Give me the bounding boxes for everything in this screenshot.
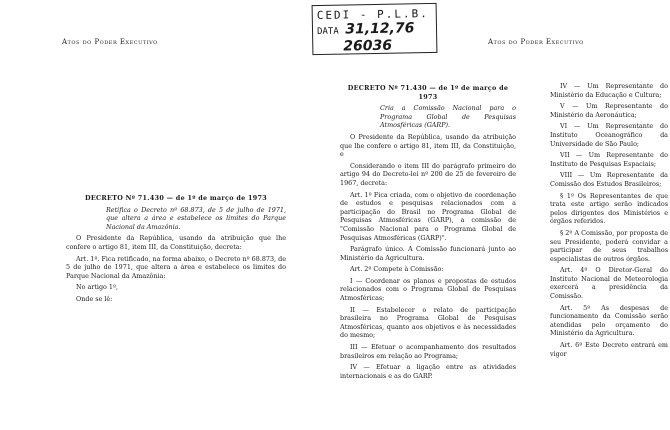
- paragraph: Art. 6º Este Decreto entrará em vigor: [550, 341, 668, 358]
- paragraph: IV — Um Representante do Ministério da Educação e Cultura;: [550, 82, 668, 99]
- column-right: [550, 82, 668, 361]
- paragraph: O Presidente da República, usando da atribuição que lhe confere o artigo 81, item III, da Constituição, e: [340, 132, 516, 159]
- paragraph: IV — Efetuar a ligação entre as atividades internacionais e as do GARP.: [340, 363, 516, 380]
- paragraph: VIII — Um Representante da Comissão dos Estudos Brasileiros;: [550, 171, 668, 188]
- paragraph: Art. 1º Fica criada, com o objetivo de coordenação de estudos e pesquisas relacionados com a participação do Brasil no Programa Global de Pesquisas Atmosféricas (GARP), a comissão de "Comissão Nacional para o Programa Global de Pesquisas Atmosféricas (GARP)".: [340, 190, 516, 242]
- paragraph: Art. 5º As despesas de funcionamento da Comissão serão atendidas pelo orçamento do Ministério da Agricultura.: [550, 303, 668, 338]
- column-left: [66, 194, 286, 307]
- paragraph: Art. 1º. Fica retificado, na forma abaixo, o Decreto nº 68.873, de 5 de julho de 1971, que altera a área e estabelece os limites do Parque Nacional da Amazônia:: [66, 254, 286, 280]
- paragraph: Considerando o item III do parágrafo primeiro do artigo 94 do Decreto-lei nº 200 de 25 de fevereiro de 1967, decreta:: [340, 161, 516, 187]
- decree-title: DECRETO Nº 71.430 — de 1º de março de 1973: [347, 84, 509, 101]
- paragraph: III — Efetuar o acompanhamento dos resultados brasileiros em relação ao Programa;: [340, 343, 516, 360]
- decree-summary: Cria a Comissão Nacional para o Programa Global de Pesquisas Atmosféricas (GARP).: [380, 104, 516, 130]
- decree-summary: Retifica o Decreto nº 68.873, de 5 de julho de 1971, que altera a área e estabelece os limites do Parque Nacional da Amazônia.: [106, 205, 286, 231]
- paragraph: § 1º Os Representantes de que trata este artigo serão indicados pelos dirigentes dos Ministérios e órgãos referidos.: [550, 191, 668, 226]
- archive-stamp: [312, 3, 438, 55]
- decree-title: DECRETO Nº 71.430 — de 1º de março de 1973: [85, 194, 267, 202]
- paragraph: Art. 4º O Diretor-Geral do Instituto Nacional de Meteorologia exercerá a presidência da Comissão.: [550, 266, 668, 301]
- stamp-date-value: 31,12,76: [345, 20, 415, 38]
- paragraph: VI — Um Representante do Instituto Oceanográfico da Universidade de São Paulo;: [550, 122, 668, 148]
- paragraph: V — Um Representante do Ministério da Aeronáutica;: [550, 102, 668, 119]
- paragraph: No artigo 1º,: [76, 283, 119, 292]
- paragraph: § 2º A Comissão, por proposta de seu Presidente, poderá convidar a participar de seus trabalhos especialistas de outros órgãos.: [550, 228, 668, 263]
- running-header-left: Atos do Poder Executivo: [62, 38, 158, 46]
- running-header-right: Atos do Poder Executivo: [488, 38, 584, 46]
- paragraph: VII — Um Representante do Instituto de Pesquisas Espaciais;: [550, 151, 668, 168]
- paragraph: Art. 2º Compete à Comissão:: [350, 265, 444, 274]
- paragraph: Onde se lê:: [76, 294, 113, 303]
- paragraph: O Presidente da República, usando da atribuição que lhe confere o artigo 81, item III, da Constituição, decreta:: [66, 234, 286, 251]
- stamp-line-3: [317, 38, 432, 55]
- column-middle: [340, 84, 516, 383]
- stamp-number: 26036: [343, 37, 393, 55]
- paragraph: Parágrafo único. A Comissão funcionará junto ao Ministério da Agricultura.: [340, 245, 516, 262]
- stamp-date-label: DATA: [316, 26, 339, 38]
- paragraph: II — Estabelecer o relato de participação brasileira no Programa Global de Pesquisas Atmosféricas, quanto aos objetivos e às necessidades do mesmo;: [340, 305, 516, 340]
- paragraph: I — Coordenar os planos e propostas de estudos relacionados com o Programa Global de Pesquisas Atmosféricas;: [340, 276, 516, 303]
- stamp-line-1: CEDI - P.L.B.: [316, 7, 429, 23]
